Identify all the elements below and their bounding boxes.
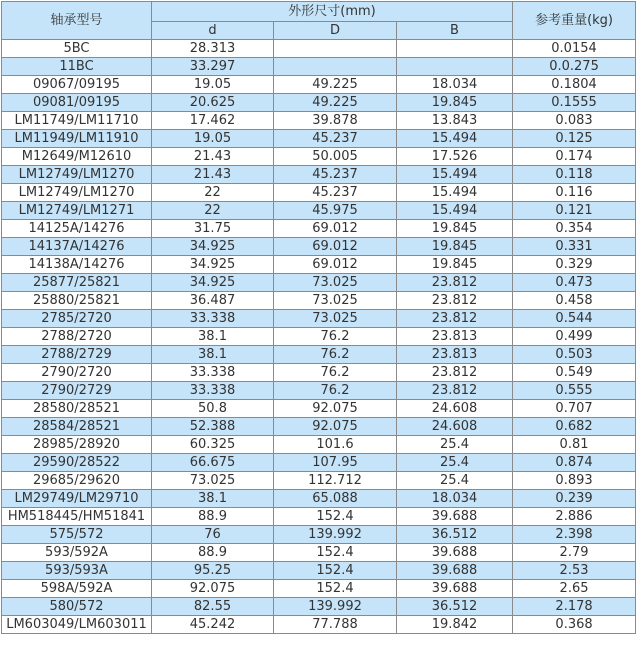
cell-B: 18.034 — [397, 76, 513, 94]
cell-model: 2790/2729 — [2, 382, 152, 400]
cell-d: 52.388 — [152, 418, 274, 436]
cell-B: 24.608 — [397, 418, 513, 436]
cell-weight: 0.368 — [513, 616, 636, 634]
cell-weight: 0.083 — [513, 112, 636, 130]
cell-d: 50.8 — [152, 400, 274, 418]
cell-D: 45.237 — [274, 184, 397, 202]
cell-d: 22 — [152, 202, 274, 220]
header-model: 轴承型号 — [2, 2, 152, 40]
cell-model: 598A/592A — [2, 580, 152, 598]
table-row — [2, 400, 636, 418]
cell-D: 49.225 — [274, 94, 397, 112]
cell-B: 23.812 — [397, 364, 513, 382]
cell-model: 09067/09195 — [2, 76, 152, 94]
cell-model: 28580/28521 — [2, 400, 152, 418]
table-row — [2, 346, 636, 364]
cell-D: 73.025 — [274, 310, 397, 328]
cell-d: 88.9 — [152, 544, 274, 562]
cell-weight: 0.121 — [513, 202, 636, 220]
cell-model: 2790/2720 — [2, 364, 152, 382]
cell-D: 139.992 — [274, 598, 397, 616]
cell-model: 14125A/14276 — [2, 220, 152, 238]
cell-weight: 0.503 — [513, 346, 636, 364]
cell-B: 24.608 — [397, 400, 513, 418]
table-row — [2, 616, 636, 634]
cell-model: 580/572 — [2, 598, 152, 616]
cell-model: M12649/M12610 — [2, 148, 152, 166]
cell-weight: 0.354 — [513, 220, 636, 238]
header-D: D — [274, 22, 397, 40]
cell-d: 36.487 — [152, 292, 274, 310]
cell-model: 14137A/14276 — [2, 238, 152, 256]
cell-model: 09081/09195 — [2, 94, 152, 112]
table-row — [2, 256, 636, 274]
cell-model: 2788/2720 — [2, 328, 152, 346]
cell-d: 28.313 — [152, 40, 274, 58]
table-row — [2, 436, 636, 454]
cell-D: 76.2 — [274, 346, 397, 364]
cell-model: 29590/28522 — [2, 454, 152, 472]
cell-d: 38.1 — [152, 346, 274, 364]
cell-weight: 0.555 — [513, 382, 636, 400]
table-row — [2, 274, 636, 292]
cell-D: 69.012 — [274, 256, 397, 274]
cell-d: 31.75 — [152, 220, 274, 238]
cell-model: 25880/25821 — [2, 292, 152, 310]
cell-model: LM12749/LM1271 — [2, 202, 152, 220]
cell-d: 33.338 — [152, 310, 274, 328]
cell-D: 112.712 — [274, 472, 397, 490]
cell-B: 25.4 — [397, 436, 513, 454]
cell-B: 23.812 — [397, 292, 513, 310]
cell-D: 77.788 — [274, 616, 397, 634]
cell-B: 15.494 — [397, 166, 513, 184]
cell-d: 19.05 — [152, 76, 274, 94]
cell-D: 45.237 — [274, 130, 397, 148]
bearing-spec-table — [1, 1, 636, 634]
cell-weight: 0.329 — [513, 256, 636, 274]
cell-weight: 2.79 — [513, 544, 636, 562]
table-row — [2, 490, 636, 508]
cell-weight: 0.0154 — [513, 40, 636, 58]
cell-d: 22 — [152, 184, 274, 202]
cell-D: 76.2 — [274, 364, 397, 382]
cell-D: 139.992 — [274, 526, 397, 544]
cell-model: 25877/25821 — [2, 274, 152, 292]
cell-weight: 0.81 — [513, 436, 636, 454]
table-row — [2, 40, 636, 58]
cell-d: 82.55 — [152, 598, 274, 616]
table-row — [2, 148, 636, 166]
cell-d: 19.05 — [152, 130, 274, 148]
table-row — [2, 94, 636, 112]
cell-D: 50.005 — [274, 148, 397, 166]
cell-B: 23.812 — [397, 310, 513, 328]
cell-weight: 2.65 — [513, 580, 636, 598]
cell-B: 15.494 — [397, 130, 513, 148]
cell-D: 45.237 — [274, 166, 397, 184]
cell-D: 69.012 — [274, 220, 397, 238]
cell-model: HM518445/HM51841 — [2, 508, 152, 526]
cell-weight: 0.239 — [513, 490, 636, 508]
cell-weight: 0.125 — [513, 130, 636, 148]
cell-D: 152.4 — [274, 544, 397, 562]
cell-weight: 0.707 — [513, 400, 636, 418]
table-row — [2, 526, 636, 544]
table-row — [2, 382, 636, 400]
cell-d: 33.297 — [152, 58, 274, 76]
cell-model: 593/593A — [2, 562, 152, 580]
table-row — [2, 580, 636, 598]
cell-weight: 0.458 — [513, 292, 636, 310]
header-row — [2, 2, 636, 22]
cell-d: 60.325 — [152, 436, 274, 454]
cell-D: 152.4 — [274, 562, 397, 580]
cell-d: 34.925 — [152, 256, 274, 274]
cell-model: 29685/29620 — [2, 472, 152, 490]
cell-weight: 0.0.275 — [513, 58, 636, 76]
table-row — [2, 58, 636, 76]
cell-D: 92.075 — [274, 418, 397, 436]
cell-d: 38.1 — [152, 490, 274, 508]
cell-model: 11BC — [2, 58, 152, 76]
header-d: d — [152, 22, 274, 40]
cell-D: 76.2 — [274, 382, 397, 400]
cell-D — [274, 58, 397, 76]
cell-B: 39.688 — [397, 580, 513, 598]
cell-model: LM603049/LM603011 — [2, 616, 152, 634]
table-row — [2, 166, 636, 184]
cell-B: 23.812 — [397, 382, 513, 400]
table-body — [2, 40, 636, 634]
table-row — [2, 292, 636, 310]
table-row — [2, 76, 636, 94]
table-row — [2, 220, 636, 238]
cell-weight: 2.886 — [513, 508, 636, 526]
cell-B: 15.494 — [397, 202, 513, 220]
cell-d: 20.625 — [152, 94, 274, 112]
cell-D: 65.088 — [274, 490, 397, 508]
cell-d: 66.675 — [152, 454, 274, 472]
cell-B: 13.843 — [397, 112, 513, 130]
cell-B — [397, 40, 513, 58]
cell-model: LM29749/LM29710 — [2, 490, 152, 508]
cell-D: 73.025 — [274, 292, 397, 310]
cell-B: 19.845 — [397, 256, 513, 274]
cell-weight: 0.499 — [513, 328, 636, 346]
table-row — [2, 598, 636, 616]
cell-d: 21.43 — [152, 166, 274, 184]
cell-d: 95.25 — [152, 562, 274, 580]
cell-B: 18.034 — [397, 490, 513, 508]
cell-B — [397, 58, 513, 76]
cell-B: 19.845 — [397, 220, 513, 238]
cell-weight: 0.874 — [513, 454, 636, 472]
cell-weight: 0.682 — [513, 418, 636, 436]
cell-D: 152.4 — [274, 580, 397, 598]
table-row — [2, 508, 636, 526]
header-B: B — [397, 22, 513, 40]
cell-weight: 0.174 — [513, 148, 636, 166]
cell-d: 76 — [152, 526, 274, 544]
table-row — [2, 472, 636, 490]
cell-d: 34.925 — [152, 238, 274, 256]
cell-D: 73.025 — [274, 274, 397, 292]
cell-D: 107.95 — [274, 454, 397, 472]
cell-weight: 2.398 — [513, 526, 636, 544]
cell-B: 25.4 — [397, 454, 513, 472]
cell-weight: 0.116 — [513, 184, 636, 202]
cell-B: 36.512 — [397, 598, 513, 616]
cell-D — [274, 40, 397, 58]
cell-D: 152.4 — [274, 508, 397, 526]
cell-B: 19.845 — [397, 238, 513, 256]
cell-model: 575/572 — [2, 526, 152, 544]
cell-B: 19.845 — [397, 94, 513, 112]
table-row — [2, 364, 636, 382]
cell-d: 34.925 — [152, 274, 274, 292]
cell-d: 21.43 — [152, 148, 274, 166]
cell-d: 17.462 — [152, 112, 274, 130]
cell-weight: 0.1804 — [513, 76, 636, 94]
cell-B: 19.842 — [397, 616, 513, 634]
cell-D: 101.6 — [274, 436, 397, 454]
table-row — [2, 454, 636, 472]
table-row — [2, 238, 636, 256]
cell-D: 39.878 — [274, 112, 397, 130]
cell-model: 28985/28920 — [2, 436, 152, 454]
cell-model: 593/592A — [2, 544, 152, 562]
cell-model: 2785/2720 — [2, 310, 152, 328]
table-row — [2, 310, 636, 328]
table-row — [2, 184, 636, 202]
table-row — [2, 418, 636, 436]
cell-model: 2788/2729 — [2, 346, 152, 364]
cell-d: 33.338 — [152, 364, 274, 382]
cell-model: LM11749/LM11710 — [2, 112, 152, 130]
table-row — [2, 112, 636, 130]
table-row — [2, 562, 636, 580]
cell-model: LM12749/LM1270 — [2, 184, 152, 202]
cell-model: 14138A/14276 — [2, 256, 152, 274]
cell-weight: 0.549 — [513, 364, 636, 382]
table-row — [2, 328, 636, 346]
table-row — [2, 202, 636, 220]
cell-d: 38.1 — [152, 328, 274, 346]
cell-d: 92.075 — [152, 580, 274, 598]
cell-model: 5BC — [2, 40, 152, 58]
table-row — [2, 544, 636, 562]
cell-B: 39.688 — [397, 562, 513, 580]
cell-D: 45.975 — [274, 202, 397, 220]
cell-B: 39.688 — [397, 508, 513, 526]
cell-D: 69.012 — [274, 238, 397, 256]
cell-D: 49.225 — [274, 76, 397, 94]
cell-weight: 0.118 — [513, 166, 636, 184]
cell-d: 88.9 — [152, 508, 274, 526]
cell-model: 28584/28521 — [2, 418, 152, 436]
cell-d: 45.242 — [152, 616, 274, 634]
cell-B: 23.813 — [397, 328, 513, 346]
cell-weight: 0.544 — [513, 310, 636, 328]
header-weight: 参考重量(kg) — [513, 2, 636, 40]
cell-weight: 0.331 — [513, 238, 636, 256]
cell-B: 39.688 — [397, 544, 513, 562]
cell-D: 92.075 — [274, 400, 397, 418]
header-dimensions: 外形尺寸(mm) — [152, 2, 513, 22]
cell-weight: 2.53 — [513, 562, 636, 580]
cell-model: LM11949/LM11910 — [2, 130, 152, 148]
cell-weight: 0.1555 — [513, 94, 636, 112]
cell-D: 76.2 — [274, 328, 397, 346]
cell-B: 23.812 — [397, 274, 513, 292]
cell-B: 23.813 — [397, 346, 513, 364]
cell-model: LM12749/LM1270 — [2, 166, 152, 184]
cell-weight: 0.893 — [513, 472, 636, 490]
table-row — [2, 130, 636, 148]
cell-B: 36.512 — [397, 526, 513, 544]
cell-weight: 0.473 — [513, 274, 636, 292]
cell-B: 25.4 — [397, 472, 513, 490]
cell-B: 17.526 — [397, 148, 513, 166]
cell-B: 15.494 — [397, 184, 513, 202]
cell-d: 33.338 — [152, 382, 274, 400]
cell-d: 73.025 — [152, 472, 274, 490]
cell-weight: 2.178 — [513, 598, 636, 616]
